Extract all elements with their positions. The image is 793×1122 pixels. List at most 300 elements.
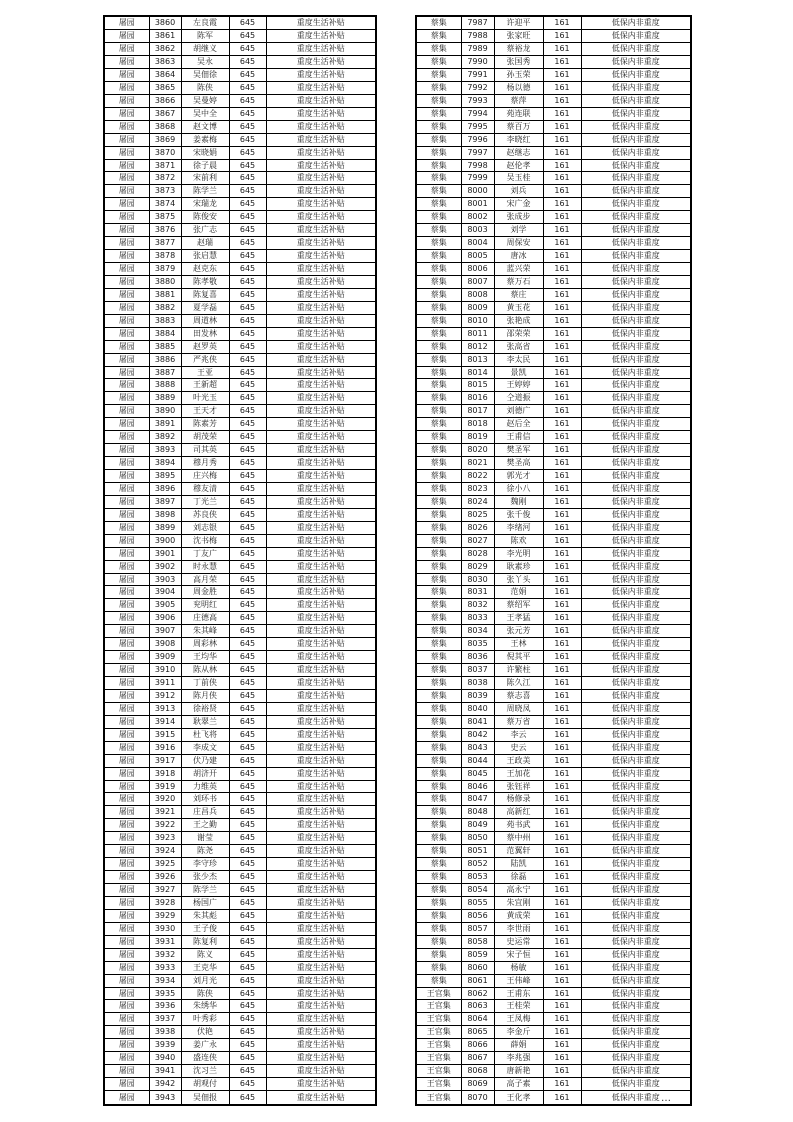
table-row xyxy=(104,677,376,690)
table-row xyxy=(104,651,376,664)
cell-location: 蔡集 xyxy=(416,405,461,418)
cell-amount: 161 xyxy=(543,470,581,483)
table-row xyxy=(104,1091,376,1105)
cell-name: 姜广永 xyxy=(181,1039,229,1052)
cell-name: 王婷婷 xyxy=(494,379,543,392)
cell-name: 范娟 xyxy=(494,586,543,599)
table-row xyxy=(416,250,691,263)
cell-location: 屠园 xyxy=(104,211,149,224)
cell-id: 7992 xyxy=(461,81,494,94)
cell-location: 屠园 xyxy=(104,444,149,457)
cell-location: 屠园 xyxy=(104,133,149,146)
cell-amount: 161 xyxy=(543,366,581,379)
cell-amount: 161 xyxy=(543,56,581,69)
cell-category: 低保内非重度 xyxy=(581,612,691,625)
cell-id: 8069 xyxy=(461,1078,494,1091)
cell-category: 重度生活补贴 xyxy=(266,1052,376,1065)
cell-location: 蔡集 xyxy=(416,431,461,444)
cell-amount: 645 xyxy=(229,133,266,146)
cell-category: 重度生活补贴 xyxy=(266,1000,376,1013)
cell-amount: 161 xyxy=(543,948,581,961)
cell-location: 蔡集 xyxy=(416,793,461,806)
cell-name: 刘学 xyxy=(494,224,543,237)
cell-amount: 161 xyxy=(543,793,581,806)
cell-id: 8056 xyxy=(461,909,494,922)
cell-amount: 161 xyxy=(543,871,581,884)
cell-amount: 645 xyxy=(229,30,266,43)
cell-location: 屠园 xyxy=(104,237,149,250)
table-row xyxy=(416,896,691,909)
table-row xyxy=(416,935,691,948)
cell-name: 吴佃徐 xyxy=(181,68,229,81)
cell-location: 蔡集 xyxy=(416,586,461,599)
table-row xyxy=(416,94,691,107)
cell-id: 8021 xyxy=(461,457,494,470)
cell-location: 王官集 xyxy=(416,1052,461,1065)
table-row xyxy=(104,16,376,30)
cell-name: 王子俊 xyxy=(181,922,229,935)
cell-location: 蔡集 xyxy=(416,638,461,651)
table-row xyxy=(104,133,376,146)
cell-location: 蔡集 xyxy=(416,521,461,534)
cell-id: 8042 xyxy=(461,728,494,741)
cell-name: 吴玉桂 xyxy=(494,172,543,185)
table-body-right xyxy=(416,16,691,1105)
cell-category: 低保内非重度 xyxy=(581,418,691,431)
cell-id: 8007 xyxy=(461,275,494,288)
cell-location: 屠园 xyxy=(104,43,149,56)
cell-category: 重度生活补贴 xyxy=(266,728,376,741)
cell-amount: 645 xyxy=(229,275,266,288)
cell-amount: 161 xyxy=(543,405,581,418)
cell-amount: 645 xyxy=(229,482,266,495)
cell-category: 重度生活补贴 xyxy=(266,651,376,664)
table-row xyxy=(104,470,376,483)
cell-name: 蓝兴荣 xyxy=(494,263,543,276)
cell-name: 范翼轩 xyxy=(494,845,543,858)
cell-category: 重度生活补贴 xyxy=(266,172,376,185)
cell-name: 薛娟 xyxy=(494,1039,543,1052)
cell-id: 3871 xyxy=(149,159,181,172)
cell-location: 屠园 xyxy=(104,560,149,573)
cell-category: 低保内非重度 xyxy=(581,107,691,120)
cell-amount: 645 xyxy=(229,185,266,198)
cell-location: 王官集 xyxy=(416,1013,461,1026)
cell-category: 低保内非重度 xyxy=(581,1091,691,1105)
cell-name: 刘环书 xyxy=(181,793,229,806)
table-row xyxy=(416,677,691,690)
cell-id: 3913 xyxy=(149,702,181,715)
cell-amount: 645 xyxy=(229,211,266,224)
cell-category: 低保内非重度 xyxy=(581,935,691,948)
cell-amount: 161 xyxy=(543,444,581,457)
cell-name: 王林 xyxy=(494,638,543,651)
cell-name: 杨国广 xyxy=(181,896,229,909)
cell-name: 李金斤 xyxy=(494,1026,543,1039)
cell-amount: 645 xyxy=(229,198,266,211)
cell-location: 蔡集 xyxy=(416,43,461,56)
cell-category: 低保内非重度 xyxy=(581,56,691,69)
cell-name: 杨以德 xyxy=(494,81,543,94)
table-row xyxy=(416,1078,691,1091)
cell-category: 低保内非重度 xyxy=(581,819,691,832)
cell-id: 3928 xyxy=(149,896,181,909)
cell-location: 蔡集 xyxy=(416,198,461,211)
cell-amount: 645 xyxy=(229,909,266,922)
cell-id: 8010 xyxy=(461,314,494,327)
cell-category: 重度生活补贴 xyxy=(266,1065,376,1078)
cell-category: 重度生活补贴 xyxy=(266,909,376,922)
table-row xyxy=(416,922,691,935)
table-row xyxy=(416,275,691,288)
cell-category: 低保内非重度 xyxy=(581,948,691,961)
table-row xyxy=(416,379,691,392)
table-row xyxy=(416,392,691,405)
cell-name: 伏艳 xyxy=(181,1026,229,1039)
cell-id: 8020 xyxy=(461,444,494,457)
table-row xyxy=(104,43,376,56)
cell-name: 陈军 xyxy=(181,30,229,43)
cell-name: 王孝猛 xyxy=(494,612,543,625)
cell-category: 重度生活补贴 xyxy=(266,340,376,353)
cell-name: 张艳成 xyxy=(494,314,543,327)
cell-category: 低保内非重度 xyxy=(581,120,691,133)
cell-id: 3932 xyxy=(149,948,181,961)
cell-amount: 161 xyxy=(543,94,581,107)
cell-category: 低保内非重度 xyxy=(581,30,691,43)
cell-location: 蔡集 xyxy=(416,185,461,198)
cell-location: 蔡集 xyxy=(416,353,461,366)
cell-category: 低保内非重度 xyxy=(581,159,691,172)
cell-location: 蔡集 xyxy=(416,224,461,237)
table-row xyxy=(104,263,376,276)
cell-id: 3909 xyxy=(149,651,181,664)
table-row xyxy=(416,120,691,133)
cell-category: 重度生活补贴 xyxy=(266,68,376,81)
cell-amount: 161 xyxy=(543,1013,581,1026)
cell-name: 陆凯 xyxy=(494,858,543,871)
table-row xyxy=(104,250,376,263)
cell-amount: 161 xyxy=(543,120,581,133)
cell-amount: 645 xyxy=(229,819,266,832)
cell-category: 低保内非重度 xyxy=(581,353,691,366)
cell-location: 屠园 xyxy=(104,198,149,211)
cell-id: 3910 xyxy=(149,664,181,677)
cell-category: 低保内非重度 xyxy=(581,133,691,146)
cell-category: 重度生活补贴 xyxy=(266,237,376,250)
cell-id: 3873 xyxy=(149,185,181,198)
cell-name: 蔡百万 xyxy=(494,120,543,133)
table-row xyxy=(416,133,691,146)
cell-id: 3891 xyxy=(149,418,181,431)
cell-id: 8061 xyxy=(461,974,494,987)
cell-category: 低保内非重度 xyxy=(581,702,691,715)
cell-location: 屠园 xyxy=(104,224,149,237)
cell-amount: 161 xyxy=(543,1000,581,1013)
table-row xyxy=(416,263,691,276)
cell-amount: 161 xyxy=(543,715,581,728)
cell-amount: 645 xyxy=(229,263,266,276)
table-row xyxy=(104,560,376,573)
cell-amount: 161 xyxy=(543,547,581,560)
cell-name: 史云 xyxy=(494,741,543,754)
cell-category: 重度生活补贴 xyxy=(266,301,376,314)
cell-id: 8049 xyxy=(461,819,494,832)
cell-name: 沈习兰 xyxy=(181,1065,229,1078)
cell-location: 蔡集 xyxy=(416,211,461,224)
cell-category: 低保内非重度 xyxy=(581,405,691,418)
cell-location: 屠园 xyxy=(104,327,149,340)
cell-id: 8012 xyxy=(461,340,494,353)
cell-location: 屠园 xyxy=(104,1026,149,1039)
cell-name: 蔡中州 xyxy=(494,832,543,845)
table-row xyxy=(416,767,691,780)
cell-name: 宋前利 xyxy=(181,172,229,185)
cell-category: 低保内非重度 xyxy=(581,198,691,211)
cell-location: 屠园 xyxy=(104,482,149,495)
cell-amount: 645 xyxy=(229,16,266,30)
cell-amount: 645 xyxy=(229,405,266,418)
cell-id: 8037 xyxy=(461,664,494,677)
cell-category: 低保内非重度 xyxy=(581,884,691,897)
cell-id: 3903 xyxy=(149,573,181,586)
cell-amount: 161 xyxy=(543,1052,581,1065)
table-row xyxy=(104,30,376,43)
cell-category: 重度生活补贴 xyxy=(266,133,376,146)
cell-category: 低保内非重度 xyxy=(581,1065,691,1078)
cell-category: 重度生活补贴 xyxy=(266,832,376,845)
cell-category: 重度生活补贴 xyxy=(266,457,376,470)
table-row xyxy=(416,508,691,521)
cell-amount: 645 xyxy=(229,1091,266,1105)
cell-id: 8038 xyxy=(461,677,494,690)
cell-location: 屠园 xyxy=(104,172,149,185)
cell-amount: 161 xyxy=(543,599,581,612)
cell-amount: 161 xyxy=(543,314,581,327)
cell-category: 重度生活补贴 xyxy=(266,405,376,418)
cell-amount: 161 xyxy=(543,845,581,858)
cell-name: 樊圣军 xyxy=(494,444,543,457)
table-row xyxy=(104,172,376,185)
cell-name: 张广志 xyxy=(181,224,229,237)
cell-id: 8063 xyxy=(461,1000,494,1013)
cell-amount: 645 xyxy=(229,237,266,250)
cell-location: 屠园 xyxy=(104,301,149,314)
cell-amount: 161 xyxy=(543,43,581,56)
cell-category: 低保内非重度 xyxy=(581,547,691,560)
cell-name: 宋晓娟 xyxy=(181,146,229,159)
cell-category: 低保内非重度 xyxy=(581,301,691,314)
cell-name: 王天才 xyxy=(181,405,229,418)
cell-category: 重度生活补贴 xyxy=(266,780,376,793)
cell-category: 低保内非重度 xyxy=(581,1026,691,1039)
table-row xyxy=(104,444,376,457)
cell-location: 屠园 xyxy=(104,871,149,884)
table-row xyxy=(104,275,376,288)
cell-name: 陈侠 xyxy=(181,987,229,1000)
cell-category: 低保内非重度 xyxy=(581,211,691,224)
cell-name: 王伟峰 xyxy=(494,974,543,987)
table-row xyxy=(104,211,376,224)
table-row xyxy=(104,806,376,819)
cell-id: 8052 xyxy=(461,858,494,871)
cell-name: 宋瑞龙 xyxy=(181,198,229,211)
cell-id: 8016 xyxy=(461,392,494,405)
table-row xyxy=(416,43,691,56)
cell-category: 重度生活补贴 xyxy=(266,224,376,237)
table-row xyxy=(104,935,376,948)
cell-name: 吴佃报 xyxy=(181,1091,229,1105)
table-row xyxy=(104,534,376,547)
cell-category: 重度生活补贴 xyxy=(266,677,376,690)
cell-category: 低保内非重度 xyxy=(581,806,691,819)
cell-category: 重度生活补贴 xyxy=(266,159,376,172)
table-row xyxy=(104,974,376,987)
cell-amount: 645 xyxy=(229,741,266,754)
cell-name: 张启慧 xyxy=(181,250,229,263)
cell-category: 低保内非重度 xyxy=(581,146,691,159)
cell-name: 陈侠 xyxy=(181,81,229,94)
cell-amount: 161 xyxy=(543,858,581,871)
cell-name: 朱宜刚 xyxy=(494,896,543,909)
cell-category: 低保内非重度 xyxy=(581,224,691,237)
cell-name: 唐冰 xyxy=(494,250,543,263)
cell-name: 徐子晨 xyxy=(181,159,229,172)
cell-category: 重度生活补贴 xyxy=(266,495,376,508)
cell-location: 屠园 xyxy=(104,1078,149,1091)
cell-amount: 645 xyxy=(229,702,266,715)
cell-amount: 161 xyxy=(543,146,581,159)
cell-name: 高新红 xyxy=(494,806,543,819)
cell-id: 3906 xyxy=(149,612,181,625)
table-row xyxy=(416,702,691,715)
cell-location: 屠园 xyxy=(104,586,149,599)
cell-location: 蔡集 xyxy=(416,263,461,276)
table-row xyxy=(104,159,376,172)
cell-location: 屠园 xyxy=(104,250,149,263)
cell-location: 屠园 xyxy=(104,819,149,832)
table-row xyxy=(416,314,691,327)
cell-name: 叶光玉 xyxy=(181,392,229,405)
cell-category: 低保内非重度 xyxy=(581,521,691,534)
cell-id: 3888 xyxy=(149,379,181,392)
table-row xyxy=(416,547,691,560)
cell-category: 重度生活补贴 xyxy=(266,961,376,974)
cell-category: 重度生活补贴 xyxy=(266,689,376,702)
cell-name: 陈从林 xyxy=(181,664,229,677)
cell-id: 8064 xyxy=(461,1013,494,1026)
cell-name: 张丫头 xyxy=(494,573,543,586)
cell-amount: 645 xyxy=(229,444,266,457)
table-row xyxy=(104,146,376,159)
cell-id: 3933 xyxy=(149,961,181,974)
cell-amount: 161 xyxy=(543,185,581,198)
cell-id: 3941 xyxy=(149,1065,181,1078)
cell-name: 高永宁 xyxy=(494,884,543,897)
cell-category: 重度生活补贴 xyxy=(266,974,376,987)
cell-location: 屠园 xyxy=(104,288,149,301)
cell-amount: 161 xyxy=(543,896,581,909)
cell-id: 7987 xyxy=(461,16,494,30)
table-row xyxy=(104,664,376,677)
table-row xyxy=(104,1039,376,1052)
cell-id: 3935 xyxy=(149,987,181,1000)
cell-category: 低保内非重度 xyxy=(581,314,691,327)
cell-category: 低保内非重度 xyxy=(581,1078,691,1091)
cell-category: 低保内非重度 xyxy=(581,909,691,922)
cell-id: 8051 xyxy=(461,845,494,858)
table-row xyxy=(416,832,691,845)
table-row xyxy=(416,1000,691,1013)
cell-name: 赵瑞 xyxy=(181,237,229,250)
cell-amount: 645 xyxy=(229,457,266,470)
cell-location: 蔡集 xyxy=(416,327,461,340)
cell-amount: 645 xyxy=(229,327,266,340)
cell-location: 屠园 xyxy=(104,94,149,107)
cell-name: 杨敏 xyxy=(494,961,543,974)
cell-name: 周道林 xyxy=(181,314,229,327)
cell-location: 蔡集 xyxy=(416,379,461,392)
cell-location: 蔡集 xyxy=(416,534,461,547)
table-row xyxy=(104,612,376,625)
cell-id: 8005 xyxy=(461,250,494,263)
cell-id: 3868 xyxy=(149,120,181,133)
cell-name: 蔡庄 xyxy=(494,288,543,301)
cell-id: 3942 xyxy=(149,1078,181,1091)
cell-category: 低保内非重度 xyxy=(581,664,691,677)
cell-name: 李成文 xyxy=(181,741,229,754)
cell-category: 低保内非重度 xyxy=(581,961,691,974)
cell-name: 王凤梅 xyxy=(494,1013,543,1026)
cell-name: 谢莹 xyxy=(181,832,229,845)
table-row xyxy=(416,728,691,741)
cell-name: 李晓红 xyxy=(494,133,543,146)
cell-category: 重度生活补贴 xyxy=(266,275,376,288)
cell-amount: 161 xyxy=(543,353,581,366)
cell-id: 3943 xyxy=(149,1091,181,1105)
cell-location: 蔡集 xyxy=(416,288,461,301)
cell-amount: 161 xyxy=(543,237,581,250)
cell-location: 蔡集 xyxy=(416,651,461,664)
cell-amount: 645 xyxy=(229,793,266,806)
cell-name: 蔡万石 xyxy=(494,275,543,288)
cell-category: 低保内非重度 xyxy=(581,741,691,754)
cell-location: 蔡集 xyxy=(416,754,461,767)
cell-location: 屠园 xyxy=(104,366,149,379)
cell-location: 蔡集 xyxy=(416,689,461,702)
cell-amount: 645 xyxy=(229,896,266,909)
cell-category: 低保内非重度 xyxy=(581,444,691,457)
cell-amount: 645 xyxy=(229,832,266,845)
table-row xyxy=(416,871,691,884)
table-row xyxy=(416,754,691,767)
cell-id: 3864 xyxy=(149,68,181,81)
cell-location: 屠园 xyxy=(104,56,149,69)
cell-category: 低保内非重度 xyxy=(581,508,691,521)
cell-name: 蔡万省 xyxy=(494,715,543,728)
cell-category: 重度生活补贴 xyxy=(266,935,376,948)
table-row xyxy=(416,534,691,547)
cell-id: 7999 xyxy=(461,172,494,185)
cell-name: 张少杰 xyxy=(181,871,229,884)
cell-id: 8026 xyxy=(461,521,494,534)
table-row xyxy=(416,172,691,185)
table-row xyxy=(416,224,691,237)
cell-name: 陈月侠 xyxy=(181,689,229,702)
cell-category: 低保内非重度 xyxy=(581,43,691,56)
cell-location: 屠园 xyxy=(104,185,149,198)
cell-name: 刘志银 xyxy=(181,521,229,534)
